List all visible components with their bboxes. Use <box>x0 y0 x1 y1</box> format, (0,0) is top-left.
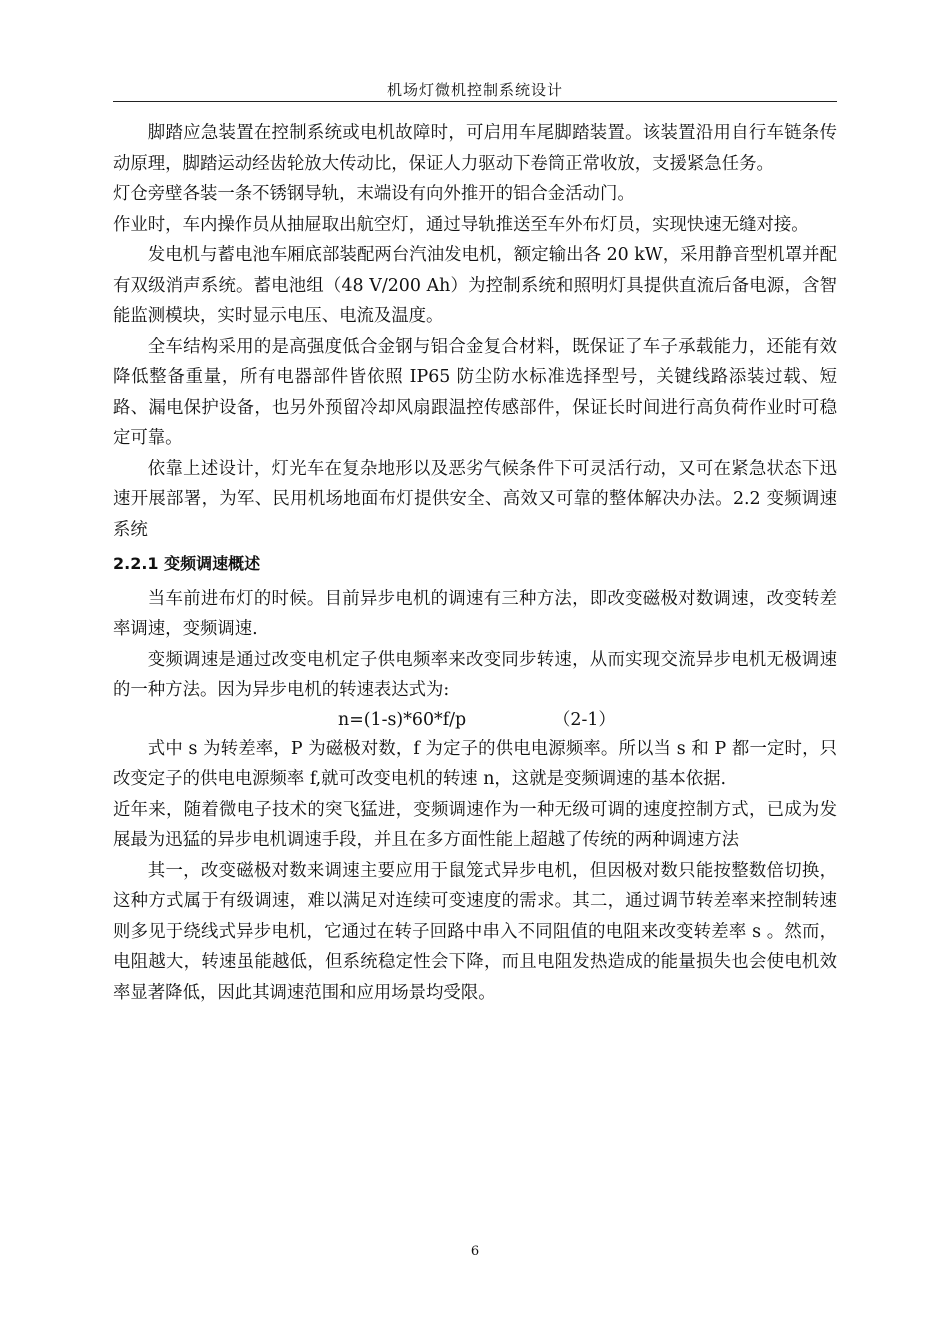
equation-number: （2-1） <box>553 709 616 730</box>
running-header-title: 机场灯微机控制系统设计 <box>386 81 563 99</box>
paragraph-recent-development: 近年来，随着微电子技术的突飞猛进，变频调速作为一种无级可调的速度控制方式，已成为发展最为迅猛的异步电机调速手段，并且在多方面性能上超越了传统的两种调速方法 <box>113 799 837 850</box>
header-divider <box>113 101 837 102</box>
paragraph-pedal-emergency: 脚踏应急装置在控制系统或电机故障时，可启用车尾脚踏装置。该装置沿用自行车链条传动原理，脚踏运动经齿轮放大传动比，保证人力驱动下卷筒正常收放，支援紧急任务。 <box>113 123 837 174</box>
page-number: 6 <box>470 1244 480 1259</box>
paragraph-vfd-definition: 变频调速是通过改变电机定子供电频率来改变同步转速，从而实现交流异步电机无极调速的一种方法。因为异步电机的转速表达式为: <box>113 649 837 700</box>
paragraph-guide-rail: 灯仓旁壁各装一条不锈钢导轨，末端设有向外推开的铝合金活动门。 <box>113 184 635 204</box>
paragraph-operation: 作业时，车内操作员从抽屉取出航空灯，通过导轨推送至车外布灯员，实现快速无缝对接。 <box>113 214 809 235</box>
paragraph-speed-methods: 当车前进布灯的时候。目前异步电机的调速有三种方法，即改变磁极对数调速，改变转差率调速，变频调速. <box>113 588 837 639</box>
paragraph-summary: 依靠上述设计，灯光车在复杂地形以及恶劣气候条件下可灵活行动，又可在紧急状态下迅速开展部署，为军、民用机场地面布灯提供安全、高效又可靠的整体解决办法。2.2 变频调速系统 <box>113 458 837 540</box>
equation-expression: n=(1-s)*60*f/p <box>338 709 467 730</box>
paragraph-generator-battery: 发电机与蓄电池车厢底部装配两台汽油发电机，额定输出各 20 kW，采用静音型机罩并配有双级消声系统。蓄电池组（48 V/200 Ah）为控制系统和照明灯具提供直流后备电源，含智能监测模块，实时显示电压、电流及温度。 <box>113 245 837 326</box>
document-body <box>113 118 837 1008</box>
paragraph-structure: 全车结构采用的是高强度低合金钢与铝合金复合材料，既保证了车子承载能力，还能有效降低整备重量，所有电器部件皆依照 IP65 防尘防水标准选择型号，关键线路添装过载、短路、漏电保护设备，也另外预留冷却风扇跟温控传感部件，保证长时间进行高负荷作业时可稳定可靠。 <box>113 336 837 448</box>
section-heading: 2.2.1 变频调速概述 <box>113 554 261 573</box>
paragraph-comparison: 其一，改变磁极对数来调速主要应用于鼠笼式异步电机，但因极对数只能按整数倍切换，这种方式属于有级调速，难以满足对连续可变速度的需求。其二，通过调节转差率来控制转速则多见于绕线式异步电机，它通过在转子回路中串入不同阻值的电阻来改变转差率 s 。然而，电阻越大，转速虽能越低，但系统稳定性会下降，而且电阻发热造成的能量损失也会使电机效率显著降低，因此其调速范围和应用场景均受限。 <box>113 860 837 1003</box>
equation-row <box>113 706 837 734</box>
paragraph-equation-explanation: 式中 s 为转差率，P 为磁极对数，f 为定子的供电电源频率。所以当 s 和 P 都一定时，只改变定子的供电电源频率 f,就可改变电机的转速 n，这就是变频调速的基本依据. <box>113 738 837 789</box>
